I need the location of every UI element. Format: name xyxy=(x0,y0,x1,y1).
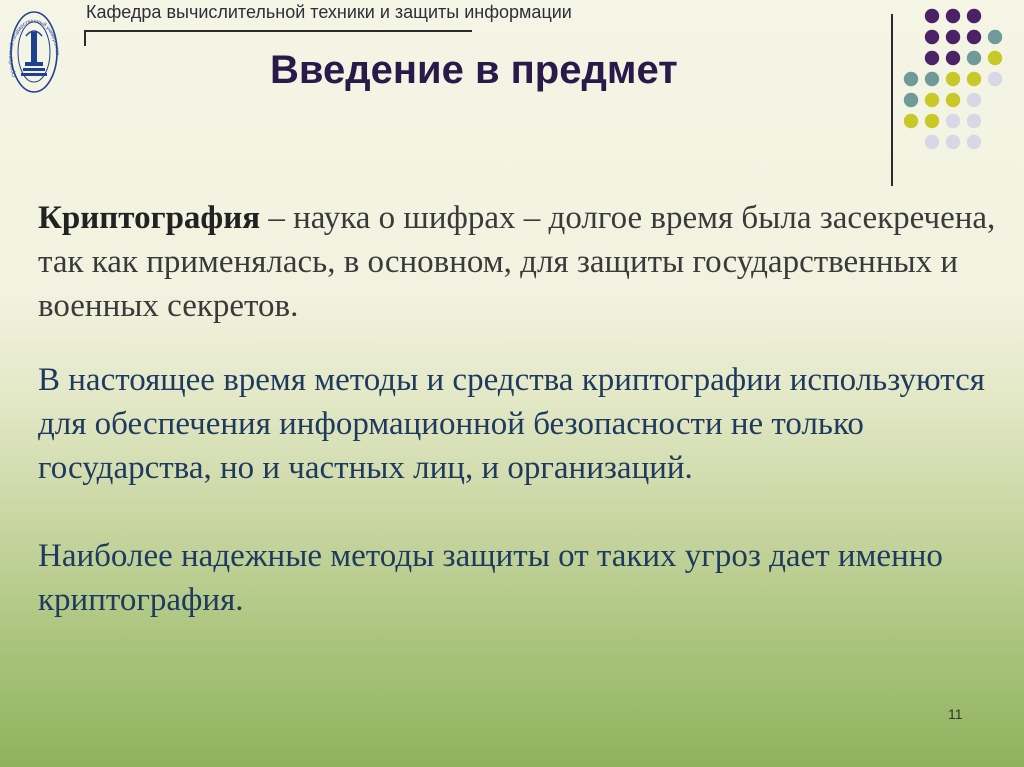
slide-content xyxy=(38,196,998,622)
page-number: 11 xyxy=(948,706,963,722)
decorative-dot xyxy=(988,72,1002,86)
department-name: Кафедра вычислительной техники и защиты информации xyxy=(86,2,572,22)
decorative-dot xyxy=(946,9,960,23)
decorative-dot xyxy=(988,51,1002,65)
paragraph-1 xyxy=(38,196,998,328)
decorative-dot xyxy=(904,114,918,128)
paragraph-2: В настоящее время методы и средства криптографии используются для обеспечения информационной безопасности не только государства, но и частных лиц, и организаций. xyxy=(38,362,985,486)
term-cryptography: Криптография xyxy=(38,200,261,236)
decorative-dot xyxy=(967,93,981,107)
decorative-dot xyxy=(946,114,960,128)
decorative-dot xyxy=(904,93,918,107)
paragraph-3: Наиболее надежные методы защиты от таких угроз дает именно криптография. xyxy=(38,538,943,618)
decorative-dot-grid xyxy=(900,6,1010,176)
decorative-dot xyxy=(904,72,918,86)
logo-text-path: Оренбургский государственный университет xyxy=(8,18,60,78)
decorative-dot xyxy=(967,51,981,65)
decorative-dot xyxy=(925,30,939,44)
decorative-dot xyxy=(925,114,939,128)
decorative-dot xyxy=(967,72,981,86)
decorative-dot xyxy=(925,135,939,149)
slide-title: Введение в предмет xyxy=(270,48,678,92)
decorative-dot xyxy=(946,135,960,149)
decorative-dot xyxy=(967,114,981,128)
header-divider xyxy=(84,30,472,32)
decorative-dot xyxy=(946,93,960,107)
decorative-dot xyxy=(946,72,960,86)
decorative-dot xyxy=(925,93,939,107)
header-divider-tick xyxy=(84,30,86,46)
decorative-dot xyxy=(967,30,981,44)
vertical-divider xyxy=(891,14,893,186)
decorative-dot xyxy=(925,51,939,65)
decorative-dot xyxy=(967,135,981,149)
decorative-dot xyxy=(925,9,939,23)
university-emblem-icon xyxy=(8,6,60,98)
decorative-dot xyxy=(925,72,939,86)
decorative-dot xyxy=(946,30,960,44)
decorative-dot xyxy=(967,9,981,23)
decorative-dot xyxy=(988,30,1002,44)
paragraph-1-text: – наука о шифрах – долгое время была засекречена, так как применялась, в основном, для защиты государственных и военных секретов. xyxy=(38,200,996,324)
decorative-dot xyxy=(946,51,960,65)
